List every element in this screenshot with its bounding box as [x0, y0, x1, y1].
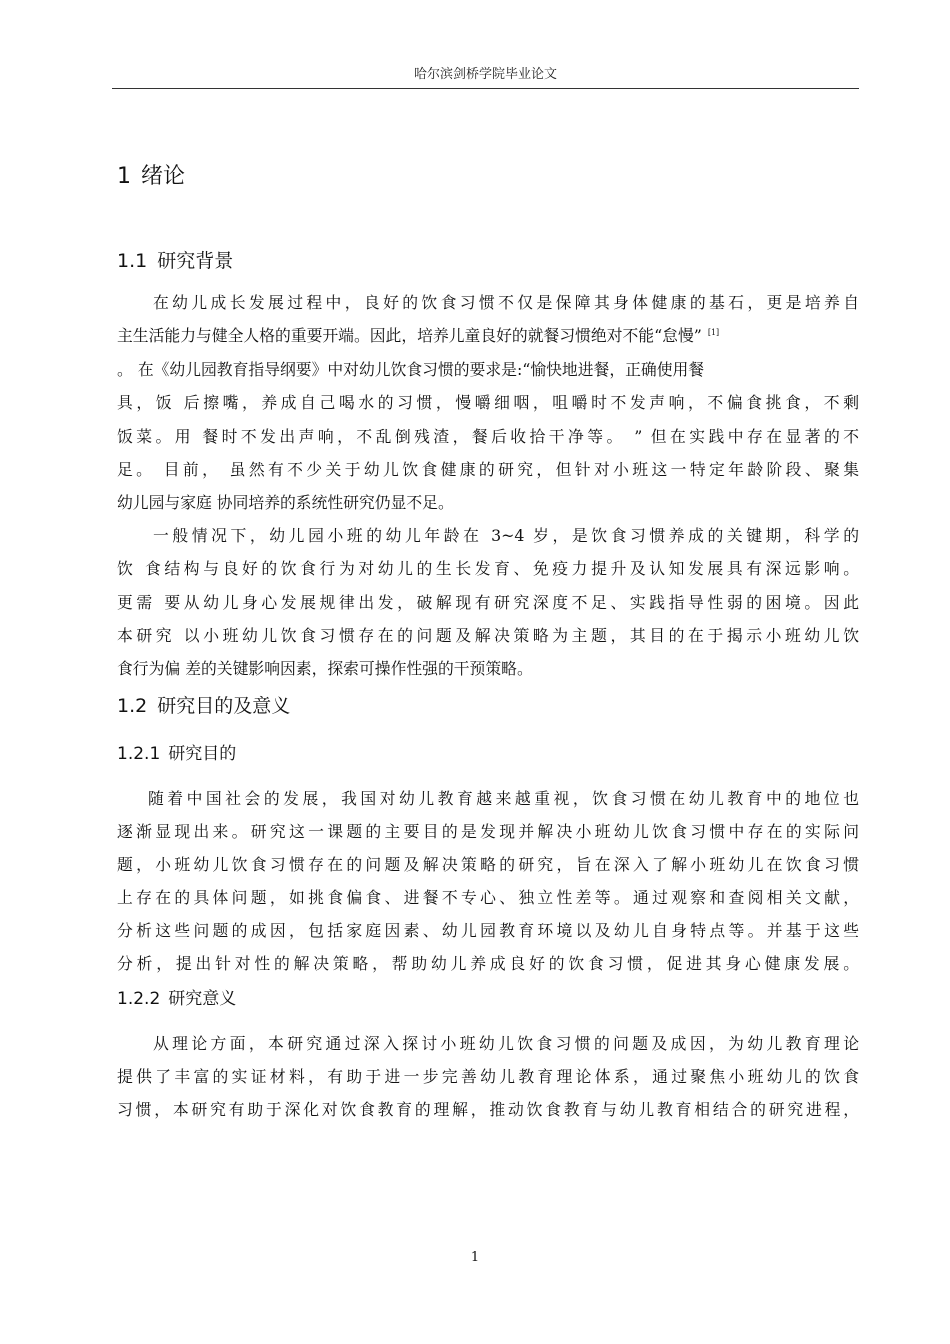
paragraph-line: 饮 食结构与良好的饮食行为对幼儿的生长发育、免疫力提升及认知发展具有深远影响。: [117, 559, 859, 578]
chapter-number: 1: [117, 164, 131, 189]
section-heading-1-1: [117, 247, 233, 275]
running-header: 哈尔滨剑桥学院毕业论文: [413, 67, 557, 82]
paragraph-line: 上存在的具体问题，如挑食偏食、进餐不专心、独立性差等。通过观察和查阅相关文献，: [117, 888, 859, 907]
page-number: 1: [470, 1250, 480, 1265]
paragraph-line: 逐渐显现出来。研究这一课题的主要目的是发现并解决小班幼儿饮食习惯中存在的实际问: [117, 822, 859, 841]
subsection-title: 研究意义: [168, 989, 237, 1009]
paragraph-line: 习惯，本研究有助于深化对饮食教育的理解，推动饮食教育与幼儿教育相结合的研究进程，: [117, 1100, 859, 1119]
paragraph-line: 主生活能力与健全人格的重要开端。因此，培养儿童良好的就餐习惯绝对不能“怠慢” [1]: [117, 326, 720, 345]
citation-marker: [1]: [707, 327, 720, 337]
chapter-title: 绪论: [141, 164, 186, 189]
subsection-title: 研究目的: [168, 744, 237, 764]
section-title: 研究背景: [157, 250, 234, 272]
paragraph-line: 具，饭 后擦嘴，养成自己喝水的习惯，慢嚼细咽，咀嚼时不发声响，不偏食挑食，不剩: [117, 393, 859, 412]
header-rule: [112, 88, 859, 89]
paragraph-line: 。 在《幼儿园教育指导纲要》中对幼儿饮食习惯的要求是:“愉快地进餐，正确使用餐: [117, 360, 705, 379]
paragraph-line: 一般情况下，幼儿园小班的幼儿年龄在 3~4 岁，是饮食习惯养成的关键期，科学的: [153, 526, 859, 545]
subsection-heading-1-2-1: [117, 741, 236, 767]
paragraph-line: 提供了丰富的实证材料，有助于进一步完善幼儿教育理论体系，通过聚焦小班幼儿的饮食: [117, 1067, 859, 1086]
paragraph-line: 幼儿园与家庭 协同培养的系统性研究仍显不足。: [117, 493, 454, 512]
paragraph-line: 食行为偏 差的关键影响因素，探索可操作性强的干预策略。: [117, 659, 533, 678]
paragraph-line: 本研究 以小班幼儿饮食习惯存在的问题及解决策略为主题，其目的在于揭示小班幼儿饮: [117, 626, 859, 645]
section-number: 1.1: [117, 250, 148, 272]
paragraph-line: 在幼儿成长发展过程中，良好的饮食习惯不仅是保障其身体健康的基石，更是培养自: [153, 293, 859, 312]
paragraph-line: 分析，提出针对性的解决策略，帮助幼儿养成良好的饮食习惯，促进其身心健康发展。: [117, 954, 859, 973]
paragraph-line: 更需 要从幼儿身心发展规律出发，破解现有研究深度不足、实践指导性弱的困境。因此: [117, 593, 859, 612]
paragraph-line: 随着中国社会的发展，我国对幼儿教育越来越重视，饮食习惯在幼儿教育中的地位也: [148, 789, 859, 808]
subsection-number: 1.2.2: [117, 989, 161, 1009]
section-title: 研究目的及意义: [157, 695, 291, 717]
section-heading-1-2: [117, 692, 290, 720]
paragraph-line: 从理论方面，本研究通过深入探讨小班幼儿饮食习惯的问题及成因，为幼儿教育理论: [153, 1034, 859, 1053]
subsection-number: 1.2.1: [117, 744, 161, 764]
paragraph-line: 题，小班幼儿饮食习惯存在的问题及解决策略的研究，旨在深入了解小班幼儿在饮食习惯: [117, 855, 859, 874]
paragraph-line: 分析这些问题的成因，包括家庭因素、幼儿园教育环境以及幼儿自身特点等。并基于这些: [117, 921, 859, 940]
chapter-heading: [117, 162, 185, 192]
subsection-heading-1-2-2: [117, 986, 236, 1012]
paragraph-line: 足。 目前， 虽然有不少关于幼儿饮食健康的研究，但针对小班这一特定年龄阶段、聚集: [117, 460, 859, 479]
section-number: 1.2: [117, 695, 148, 717]
paragraph-line: 饭菜。用 餐时不发出声响，不乱倒残渣，餐后收拾干净等。 ” 但在实践中存在显著的不: [117, 427, 859, 446]
